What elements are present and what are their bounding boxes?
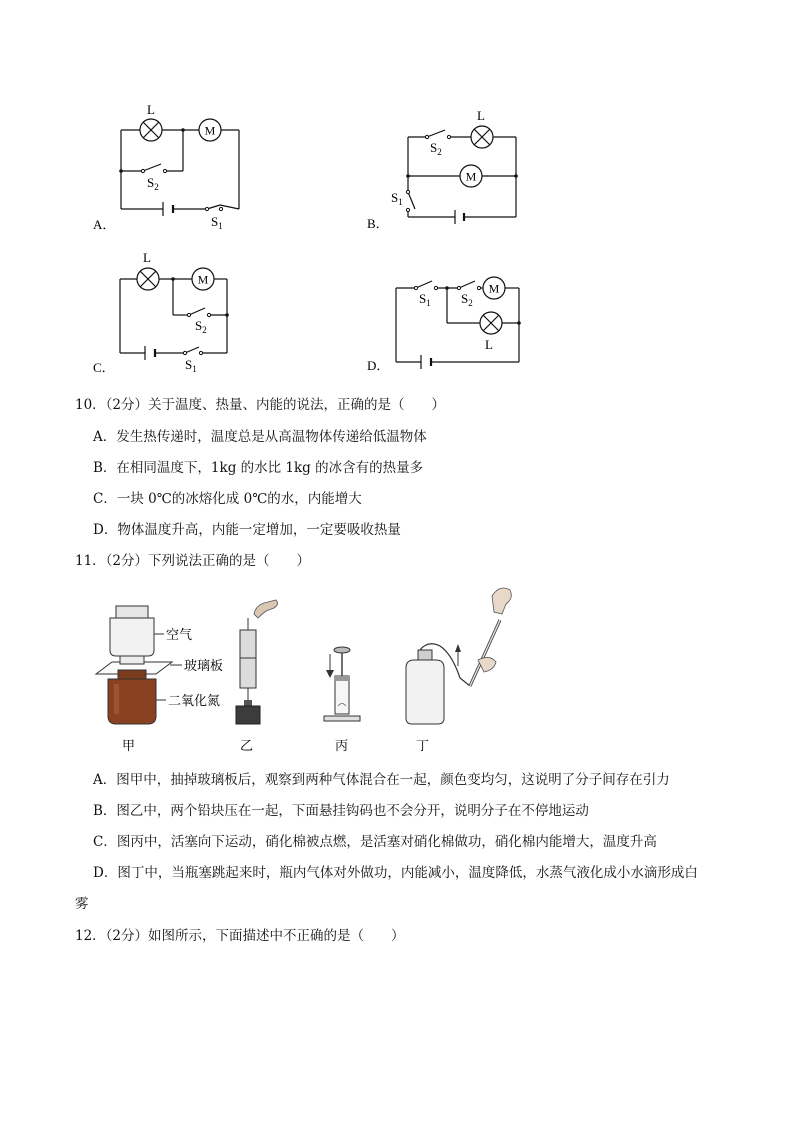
- option-letter-b: B．: [367, 216, 389, 231]
- motor-label: M: [197, 272, 209, 287]
- switch-s2-label: S: [461, 291, 469, 306]
- bottle-pump-illustration: [406, 588, 511, 724]
- svg-text:S1: $S_1$: [185, 357, 197, 374]
- label-glass-plate: 玻璃板: [184, 659, 224, 674]
- lamp-symbol: [471, 126, 493, 148]
- lamp-label: L: [485, 337, 493, 352]
- switch-s2-label: S: [430, 140, 438, 155]
- question-10-option-a: A．发生热传递时，温度总是从高温物体传递给低温物体: [93, 429, 427, 445]
- caption-bing: 丙: [335, 739, 349, 754]
- option-letter-d: D．: [367, 358, 390, 373]
- motor-symbol: [460, 165, 482, 187]
- svg-text:S2: $S_2$: [461, 291, 473, 308]
- motor-label: M: [488, 281, 500, 296]
- lamp-symbol: [140, 119, 162, 141]
- experiment-figure: [80, 578, 530, 756]
- label-nitrogen-dioxide: 二氧化氮: [168, 694, 221, 709]
- lamp-symbol: [137, 268, 159, 290]
- circuit-diagram-b: [363, 100, 533, 240]
- option-letter-a: A．: [93, 217, 116, 232]
- caption-ding: 丁: [416, 739, 430, 754]
- piston-cylinder-illustration: [324, 647, 360, 721]
- question-12-stem: 12．（2分）如图所示，下面描述中不正确的是（ ）: [75, 928, 405, 944]
- question-11-stem: 11．（2分）下列说法正确的是（ ）: [75, 553, 311, 569]
- question-11-option-c: C．图丙中，活塞向下运动，硝化棉被点燃，是活塞对硝化棉做功，硝化棉内能增大，温度升高: [93, 834, 657, 850]
- svg-text:S1: $S_1$: [419, 291, 431, 308]
- switch-s1-label: S: [185, 357, 193, 372]
- question-11-option-a: A．图甲中，抽掉玻璃板后，观察到两种气体混合在一起，颜色变均匀，这说明了分子间存在引力: [93, 772, 670, 788]
- question-10-option-d: D．物体温度升高，内能一定增加，一定要吸收热量: [93, 522, 401, 538]
- lamp-label: L: [477, 108, 485, 123]
- lead-blocks-illustration: [236, 600, 278, 724]
- question-10-stem: 10．（2分）关于温度、热量、内能的说法，正确的是（ ）: [75, 397, 446, 413]
- switch-s1-label: S: [391, 190, 399, 205]
- question-10-option-c: C．一块 0℃的冰熔化成 0℃的水，内能增大: [93, 491, 362, 507]
- svg-text:S2: $S_2$: [430, 140, 442, 157]
- switch-s1-label: S: [211, 214, 219, 229]
- caption-jia: 甲: [122, 739, 136, 754]
- circuit-diagram-c: [85, 243, 260, 378]
- switch-s1-label: S: [419, 291, 427, 306]
- motor-symbol: [192, 268, 214, 290]
- svg-text:S2: $S_2$: [147, 175, 159, 192]
- question-11-option-d-continuation: 雾: [75, 896, 89, 912]
- svg-text:S1: $S_1$: [211, 214, 223, 231]
- lamp-symbol: [480, 312, 502, 334]
- question-11-option-b: B．图乙中，两个铅块压在一起，下面悬挂钩码也不会分开，说明分子在不停地运动: [93, 803, 589, 819]
- switch-s2-label: S: [147, 175, 155, 190]
- label-air: 空气: [166, 628, 193, 643]
- motor-label: M: [465, 169, 477, 184]
- lamp-label: L: [147, 102, 155, 117]
- motor-symbol: [483, 277, 505, 299]
- svg-text:S2: $S_2$: [195, 318, 207, 335]
- option-letter-c: C．: [93, 360, 115, 375]
- lamp-label: L: [143, 250, 151, 265]
- caption-yi: 乙: [240, 739, 254, 754]
- circuit-diagram-a: [85, 95, 260, 235]
- svg-text:S1: $S_1$: [391, 190, 403, 207]
- switch-s2-label: S: [195, 318, 203, 333]
- circuit-diagram-d: [363, 270, 533, 378]
- motor-symbol: [199, 119, 221, 141]
- question-11-option-d: D．图丁中，当瓶塞跳起来时，瓶内气体对外做功，内能减小，温度降低，水蒸气液化成小水滴形成白: [93, 865, 698, 881]
- motor-label: M: [204, 123, 216, 138]
- question-10-option-b: B．在相同温度下，1kg 的水比 1kg 的冰含有的热量多: [93, 460, 424, 476]
